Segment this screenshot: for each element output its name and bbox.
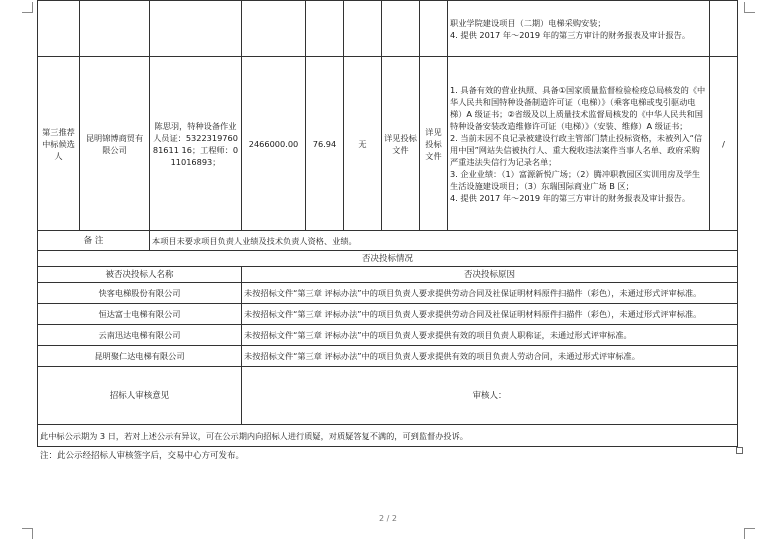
cell-empty (382, 1, 420, 57)
rejected-reason-header: 否决投标原因 (242, 267, 738, 283)
requirement-line: 4. 提供 2017 年～2019 年的第三方审计的财务报表及审计报告。 (450, 192, 691, 203)
remarks-label: 备 注 (38, 231, 150, 251)
table-row (38, 304, 738, 325)
table-row (38, 346, 738, 367)
table-row-continued (38, 1, 738, 57)
notice-row (38, 425, 738, 447)
requirement-line: 4. 提供 2017 年～2019 年的第三方审计的财务报表及审计报告。 (450, 29, 691, 40)
table-row (38, 283, 738, 304)
page-number: 2 / 2 (379, 514, 397, 523)
remarks-row (38, 231, 738, 251)
cell-empty (420, 1, 448, 57)
rejected-reason: 未按招标文件“第三章 评标办法”中的项目负责人要求提供有效的项目负责人职称证，未通过形式评审标准。 (242, 325, 738, 346)
rejected-reason: 未按招标文件“第三章 评标办法”中的项目负责人要求提供有效的项目负责人劳动合同，未通过形式评审标准。 (242, 346, 738, 367)
requirements-cell (448, 1, 710, 57)
requirement-line: 2. 当前未因不良记录被建设行政主管部门禁止投标资格，未被列入“信用中国”网站失信被执行人、重大税收违法案件当事人名单、政府采购严重违法失信行为记录名单； (450, 132, 703, 167)
rejected-name-header: 被否决投标人名称 (38, 267, 242, 283)
company-name: 昆明锦博商贸有限公司 (80, 57, 150, 231)
cell-empty (710, 1, 738, 57)
rejected-header-row (38, 267, 738, 283)
cell-empty (242, 1, 306, 57)
cell-empty (306, 1, 344, 57)
bid-result-table (37, 0, 738, 447)
cell-empty (344, 1, 382, 57)
rejected-bidder-name: 昆明聚仁达电梯有限公司 (38, 346, 242, 367)
requirements-cell (448, 57, 710, 231)
requirement-line: 职业学院建设项目（二期）电梯采购安装； (450, 17, 606, 28)
review-label: 招标人审核意见 (38, 367, 242, 425)
slash-value: / (710, 57, 738, 231)
cell-empty (150, 1, 242, 57)
rejected-section-row (38, 251, 738, 267)
personnel-info: 陈思羽，特种设备作业人员证：532231976081611 16；工程师：011016893； (150, 57, 242, 231)
rejected-bidder-name: 恒达富士电梯有限公司 (38, 304, 242, 325)
rejected-reason: 未按招标文件“第三章 评标办法”中的项目负责人要求提供劳动合同及社保证明材料原件扫描件（彩色），未通过形式评审标准。 (242, 304, 738, 325)
crop-mark-top-right (744, 2, 755, 13)
crop-mark-top-left (22, 2, 33, 13)
crop-mark-bottom-left (22, 528, 33, 539)
requirement-line: 1. 具备有效的营业执照、具备①国家质量监督检验检疫总局核发的《中华人民共和国特种设备制造许可证（电梯）》（乘客电梯或曳引驱动电梯）A 级证书；②省级及以上质量技术监督局核发的《中华人民共和国特种设备安装改造维修许可证（电梯）》（安装、维修）A 级证书； (450, 84, 706, 131)
rejected-bidder-name: 快客电梯股份有限公司 (38, 283, 242, 304)
rejected-reason: 未按招标文件“第三章 评标办法”中的项目负责人要求提供劳动合同及社保证明材料原件扫描件（彩色），未通过形式评审标准。 (242, 283, 738, 304)
see-bid-document: 详见投标文件 (382, 57, 420, 231)
cell-empty (80, 1, 150, 57)
rank-label: 第三推荐中标候选人 (38, 57, 80, 231)
table-resize-handle[interactable] (736, 447, 743, 454)
remarks-text: 本项目未要求项目负责人业绩及技术负责人资格、业绩。 (150, 231, 738, 251)
footnote: 注：此公示经招标人审核签字后，交易中心方可发布。 (40, 451, 245, 461)
notice-text: 此中标公示期为 3 日，若对上述公示有异议，可在公示期内向招标人进行质疑，对质疑答复不满的，可到监督办投诉。 (38, 425, 738, 447)
bid-score: 76.94 (306, 57, 344, 231)
rejected-section-title: 否决投标情况 (38, 251, 738, 267)
rejected-bidder-name: 云南迅达电梯有限公司 (38, 325, 242, 346)
table-row-third-candidate (38, 57, 738, 231)
bid-price: 2466000.00 (242, 57, 306, 231)
see-bid-document: 详见投标文件 (420, 57, 448, 231)
none-value: 无 (344, 57, 382, 231)
cell-empty (38, 1, 80, 57)
crop-mark-bottom-right (744, 528, 755, 539)
requirement-line: 3. 企业业绩：（1）富源新悦广场；（2）腾冲职教园区实训用房及学生生活设施建设项目；（3）东瑞国际商业广场 B 区； (450, 168, 701, 191)
table-row (38, 325, 738, 346)
reviewer-label: 审核人： (242, 367, 738, 425)
review-row (38, 367, 738, 425)
